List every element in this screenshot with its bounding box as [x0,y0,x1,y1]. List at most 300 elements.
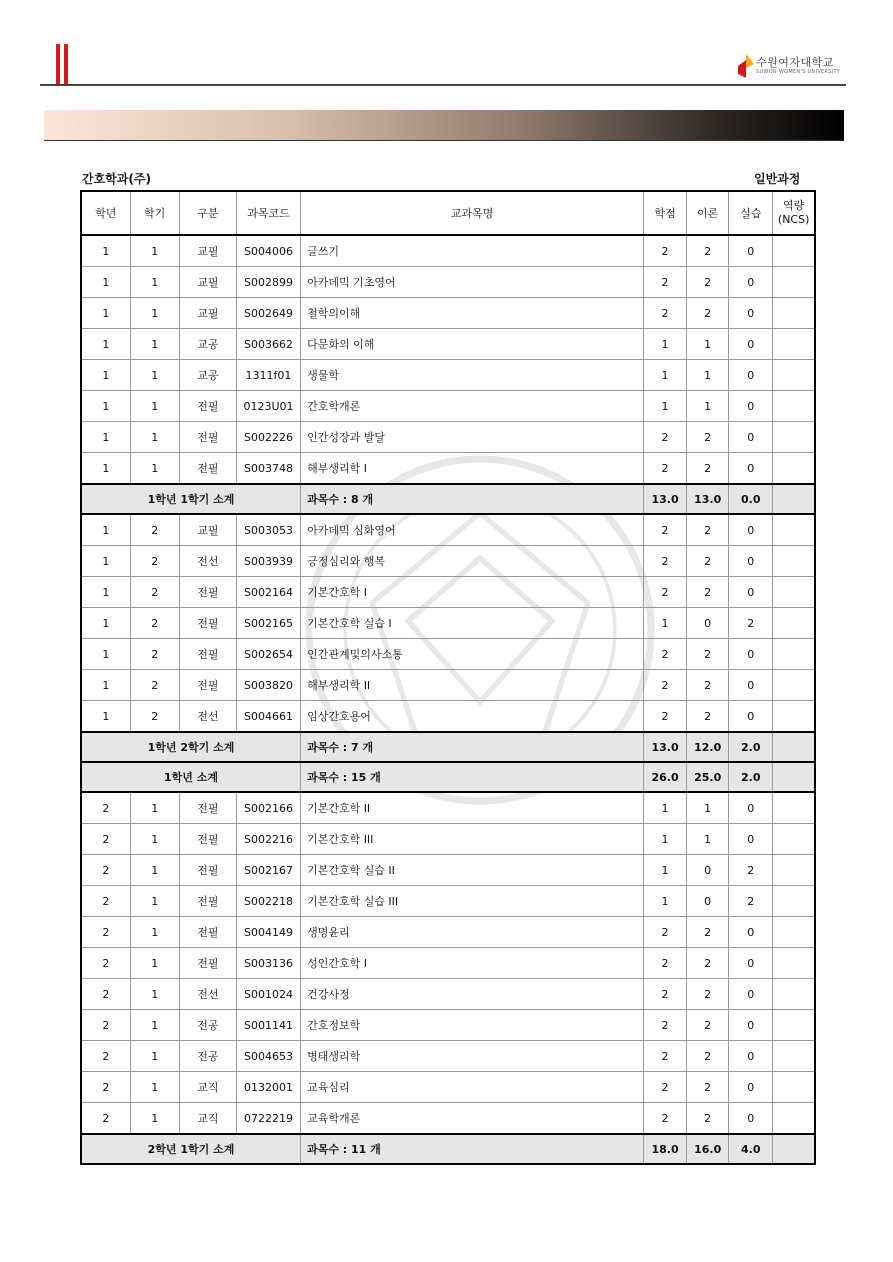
cell-ncs [773,1010,815,1041]
cell-credit: 2 [643,546,686,577]
cell-code: S003053 [236,514,300,546]
cell-course-name: 해부생리학 II [301,670,644,701]
cell-course-name: 기본간호학 II [301,792,644,824]
cell-course-name: 철학의이해 [301,298,644,329]
cell-course-name: 병태생리학 [301,1041,644,1072]
cell-practice: 0 [729,1072,773,1103]
table-row [81,1010,815,1041]
cell-theory: 2 [687,948,729,979]
table-row [81,391,815,422]
cell-ncs [773,979,815,1010]
table-row [81,453,815,485]
cell-theory: 1 [687,329,729,360]
cell-practice: 0 [729,360,773,391]
cell-category: 교필 [179,235,236,267]
cell-semester: 2 [130,639,179,670]
cell-year: 1 [81,701,130,733]
cell-theory: 2 [687,639,729,670]
cell-practice: 0 [729,267,773,298]
cell-ncs [773,855,815,886]
subtotal-label: 2학년 1학기 소계 [81,1134,301,1164]
table-row [81,422,815,453]
cell-code: S002216 [236,824,300,855]
cell-ncs [773,298,815,329]
table-row [81,1072,815,1103]
subtotal-label: 1학년 소계 [81,762,301,792]
cell-credit: 2 [643,670,686,701]
cell-ncs [773,1134,815,1164]
cell-category: 전필 [179,670,236,701]
cell-year: 1 [81,514,130,546]
cell-year: 1 [81,453,130,485]
cell-ncs [773,422,815,453]
cell-semester: 2 [130,514,179,546]
cell-credit: 2 [643,453,686,485]
cell-category: 전필 [179,855,236,886]
cell-theory: 2 [687,1072,729,1103]
cell-course-name: 긍정심리와 행복 [301,546,644,577]
cell-year: 2 [81,886,130,917]
cell-practice: 2 [729,608,773,639]
cell-semester: 1 [130,453,179,485]
cell-practice: 0 [729,917,773,948]
cell-category: 전필 [179,886,236,917]
cell-theory: 13.0 [687,484,729,514]
table-row [81,1103,815,1135]
col-credit: 학점 [643,191,686,235]
university-name-en: SUWON WOMEN'S UNIVERSITY [756,69,841,75]
cell-credit: 1 [643,792,686,824]
subtotal-row [81,732,815,762]
cell-code: S002226 [236,422,300,453]
cell-year: 1 [81,670,130,701]
col-category: 구분 [179,191,236,235]
cell-credit: 2 [643,917,686,948]
table-row [81,917,815,948]
cell-ncs [773,391,815,422]
cell-ncs [773,235,815,267]
cell-credit: 1 [643,391,686,422]
cell-category: 전필 [179,948,236,979]
cell-ncs [773,948,815,979]
cell-code: 0722219 [236,1103,300,1135]
table-row [81,824,815,855]
cell-theory: 1 [687,824,729,855]
banner-divider [44,140,844,141]
table-row [81,948,815,979]
cell-ncs [773,732,815,762]
subtotal-row [81,1134,815,1164]
cell-theory: 1 [687,360,729,391]
cell-ncs [773,546,815,577]
cell-theory: 16.0 [687,1134,729,1164]
cell-credit: 26.0 [643,762,686,792]
cell-year: 2 [81,979,130,1010]
cell-theory: 2 [687,577,729,608]
cell-year: 2 [81,1103,130,1135]
cell-code: S001024 [236,979,300,1010]
cell-practice: 2 [729,886,773,917]
table-row [81,329,815,360]
cell-semester: 1 [130,267,179,298]
cell-course-name: 간호정보학 [301,1010,644,1041]
cell-category: 전선 [179,701,236,733]
table-header-row [81,191,815,235]
cell-year: 1 [81,298,130,329]
cell-theory: 2 [687,422,729,453]
cell-ncs [773,917,815,948]
cell-practice: 0 [729,979,773,1010]
cell-year: 1 [81,267,130,298]
col-ncs: 역량 (NCS) [773,191,815,235]
cell-category: 전선 [179,979,236,1010]
cell-category: 전필 [179,391,236,422]
cell-course-name: 교육심리 [301,1072,644,1103]
cell-code: S004653 [236,1041,300,1072]
cell-category: 교직 [179,1103,236,1135]
cell-practice: 0 [729,546,773,577]
cell-code: S001141 [236,1010,300,1041]
subtotal-course-count: 과목수 : 11 개 [301,1134,644,1164]
cell-practice: 0 [729,639,773,670]
subtotal-label: 1학년 2학기 소계 [81,732,301,762]
cell-year: 2 [81,1041,130,1072]
cell-year: 1 [81,639,130,670]
cell-credit: 1 [643,855,686,886]
cell-course-name: 아카데믹 기초영어 [301,267,644,298]
cell-semester: 1 [130,298,179,329]
cell-year: 1 [81,546,130,577]
cell-ncs [773,1072,815,1103]
cell-practice: 0 [729,1010,773,1041]
cell-theory: 2 [687,917,729,948]
subtotal-row [81,484,815,514]
cell-semester: 1 [130,1010,179,1041]
cell-category: 전필 [179,422,236,453]
cell-year: 1 [81,608,130,639]
cell-code: S002166 [236,792,300,824]
cell-practice: 0 [729,824,773,855]
table-row [81,792,815,824]
table-row [81,514,815,546]
table-row [81,267,815,298]
cell-credit: 13.0 [643,732,686,762]
cell-theory: 0 [687,886,729,917]
cell-semester: 2 [130,701,179,733]
cell-code: S004149 [236,917,300,948]
cell-course-name: 해부생리학 I [301,453,644,485]
cell-theory: 2 [687,1010,729,1041]
cell-credit: 2 [643,701,686,733]
cell-course-name: 생명윤리 [301,917,644,948]
cell-theory: 2 [687,1103,729,1135]
cell-theory: 2 [687,979,729,1010]
cell-ncs [773,886,815,917]
cell-code: S002167 [236,855,300,886]
cell-semester: 1 [130,792,179,824]
table-row [81,235,815,267]
cell-practice: 0 [729,701,773,733]
university-name: 수원여자대학교 [756,56,834,69]
cell-credit: 2 [643,1103,686,1135]
cell-year: 2 [81,1072,130,1103]
cell-category: 전공 [179,1010,236,1041]
section-banner [44,110,844,140]
cell-code: 0123U01 [236,391,300,422]
cell-semester: 1 [130,1103,179,1135]
cell-course-name: 글쓰기 [301,235,644,267]
cell-semester: 2 [130,670,179,701]
cell-credit: 2 [643,639,686,670]
cell-course-name: 성인간호학 I [301,948,644,979]
cell-semester: 1 [130,979,179,1010]
cell-credit: 2 [643,235,686,267]
table-row [81,298,815,329]
cell-credit: 18.0 [643,1134,686,1164]
cell-theory: 1 [687,792,729,824]
cell-code: S002165 [236,608,300,639]
cell-semester: 1 [130,391,179,422]
cell-practice: 0 [729,1103,773,1135]
cell-code: S004006 [236,235,300,267]
cell-credit: 1 [643,360,686,391]
cell-course-name: 기본간호학 III [301,824,644,855]
cell-code: S002899 [236,267,300,298]
curriculum-table [80,190,816,1165]
cell-ncs [773,639,815,670]
cell-theory: 2 [687,670,729,701]
cell-theory: 2 [687,235,729,267]
cell-credit: 1 [643,886,686,917]
cell-practice: 0 [729,670,773,701]
cell-credit: 2 [643,514,686,546]
cell-credit: 1 [643,824,686,855]
cell-category: 교공 [179,360,236,391]
cell-ncs [773,360,815,391]
cell-course-name: 인간관계및의사소통 [301,639,644,670]
cell-code: S004661 [236,701,300,733]
cell-theory: 2 [687,298,729,329]
cell-theory: 25.0 [687,762,729,792]
cell-year: 2 [81,948,130,979]
subtotal-label: 1학년 1학기 소계 [81,484,301,514]
program-type: 일반과정 [754,172,801,186]
cell-practice: 0 [729,514,773,546]
cell-ncs [773,329,815,360]
cell-practice: 2 [729,855,773,886]
cell-course-name: 기본간호학 실습 II [301,855,644,886]
cell-category: 교필 [179,298,236,329]
cell-course-name: 다문화의 이해 [301,329,644,360]
cell-course-name: 간호학개론 [301,391,644,422]
cell-semester: 1 [130,1072,179,1103]
cell-year: 2 [81,824,130,855]
cell-credit: 2 [643,1072,686,1103]
cell-credit: 2 [643,577,686,608]
cell-credit: 2 [643,1041,686,1072]
cell-credit: 2 [643,267,686,298]
cell-ncs [773,824,815,855]
cell-ncs [773,670,815,701]
cell-category: 전필 [179,917,236,948]
cell-category: 전필 [179,608,236,639]
cell-semester: 1 [130,824,179,855]
subtotal-row [81,762,815,792]
cell-semester: 2 [130,546,179,577]
table-row [81,886,815,917]
cell-code: S002218 [236,886,300,917]
cell-course-name: 기본간호학 I [301,577,644,608]
department-title: 간호학과(주) [82,172,151,186]
cell-semester: 1 [130,1041,179,1072]
table-row [81,639,815,670]
cell-theory: 2 [687,453,729,485]
cell-theory: 2 [687,267,729,298]
header-accent-bars [56,44,70,84]
cell-theory: 2 [687,701,729,733]
col-course-name: 교과목명 [301,191,644,235]
cell-category: 전선 [179,546,236,577]
cell-category: 전필 [179,639,236,670]
cell-year: 1 [81,235,130,267]
table-row [81,546,815,577]
table-row [81,979,815,1010]
cell-code: S002649 [236,298,300,329]
cell-category: 교필 [179,514,236,546]
cell-ncs [773,267,815,298]
cell-practice: 0 [729,329,773,360]
cell-theory: 2 [687,514,729,546]
cell-category: 교직 [179,1072,236,1103]
cell-practice: 0 [729,235,773,267]
cell-semester: 2 [130,608,179,639]
cell-credit: 2 [643,1010,686,1041]
cell-course-name: 생물학 [301,360,644,391]
cell-course-name: 기본간호학 실습 III [301,886,644,917]
cell-semester: 1 [130,917,179,948]
col-theory: 이론 [687,191,729,235]
cell-code: S002164 [236,577,300,608]
cell-course-name: 인간성장과 발달 [301,422,644,453]
cell-course-name: 임상간호용어 [301,701,644,733]
col-practice: 실습 [729,191,773,235]
cell-semester: 1 [130,422,179,453]
university-logo-mark [738,54,754,78]
cell-category: 전공 [179,1041,236,1072]
cell-year: 1 [81,577,130,608]
cell-code: S002654 [236,639,300,670]
cell-year: 2 [81,917,130,948]
cell-code: 1311f01 [236,360,300,391]
cell-category: 전필 [179,453,236,485]
cell-practice: 0 [729,391,773,422]
cell-ncs [773,608,815,639]
cell-course-name: 기본간호학 실습 I [301,608,644,639]
cell-semester: 1 [130,886,179,917]
cell-practice: 4.0 [729,1134,773,1164]
cell-practice: 2.0 [729,762,773,792]
cell-ncs [773,762,815,792]
subtotal-course-count: 과목수 : 7 개 [301,732,644,762]
cell-course-name: 건강사정 [301,979,644,1010]
table-row [81,608,815,639]
cell-code: S003136 [236,948,300,979]
subtotal-course-count: 과목수 : 15 개 [301,762,644,792]
cell-semester: 1 [130,329,179,360]
cell-year: 1 [81,422,130,453]
cell-code: S003939 [236,546,300,577]
cell-practice: 0 [729,577,773,608]
cell-credit: 1 [643,329,686,360]
cell-theory: 2 [687,1041,729,1072]
table-row [81,855,815,886]
cell-year: 1 [81,329,130,360]
cell-year: 2 [81,792,130,824]
cell-year: 2 [81,1010,130,1041]
table-row [81,360,815,391]
cell-year: 1 [81,391,130,422]
cell-code: S003662 [236,329,300,360]
table-row [81,1041,815,1072]
cell-semester: 1 [130,235,179,267]
cell-credit: 2 [643,422,686,453]
cell-practice: 2.0 [729,732,773,762]
cell-semester: 1 [130,360,179,391]
table-row [81,701,815,733]
cell-practice: 0.0 [729,484,773,514]
cell-credit: 2 [643,979,686,1010]
cell-category: 전필 [179,824,236,855]
cell-year: 1 [81,360,130,391]
cell-ncs [773,514,815,546]
col-year: 학년 [81,191,130,235]
table-row [81,577,815,608]
cell-theory: 0 [687,855,729,886]
cell-category: 전필 [179,792,236,824]
cell-theory: 12.0 [687,732,729,762]
cell-category: 전필 [179,577,236,608]
cell-practice: 0 [729,453,773,485]
cell-credit: 2 [643,298,686,329]
cell-ncs [773,577,815,608]
cell-credit: 1 [643,608,686,639]
cell-practice: 0 [729,948,773,979]
cell-semester: 2 [130,577,179,608]
header-divider [40,84,846,86]
cell-semester: 1 [130,948,179,979]
cell-code: S003820 [236,670,300,701]
cell-code: 0132001 [236,1072,300,1103]
cell-credit: 13.0 [643,484,686,514]
cell-practice: 0 [729,1041,773,1072]
table-row [81,670,815,701]
cell-course-name: 교육학개론 [301,1103,644,1135]
cell-ncs [773,792,815,824]
cell-practice: 0 [729,792,773,824]
cell-theory: 2 [687,546,729,577]
cell-practice: 0 [729,298,773,329]
cell-ncs [773,1103,815,1135]
cell-theory: 1 [687,391,729,422]
cell-ncs [773,1041,815,1072]
cell-semester: 1 [130,855,179,886]
subtotal-course-count: 과목수 : 8 개 [301,484,644,514]
cell-ncs [773,453,815,485]
cell-code: S003748 [236,453,300,485]
cell-course-name: 아카데믹 심화영어 [301,514,644,546]
cell-category: 교공 [179,329,236,360]
cell-ncs [773,701,815,733]
